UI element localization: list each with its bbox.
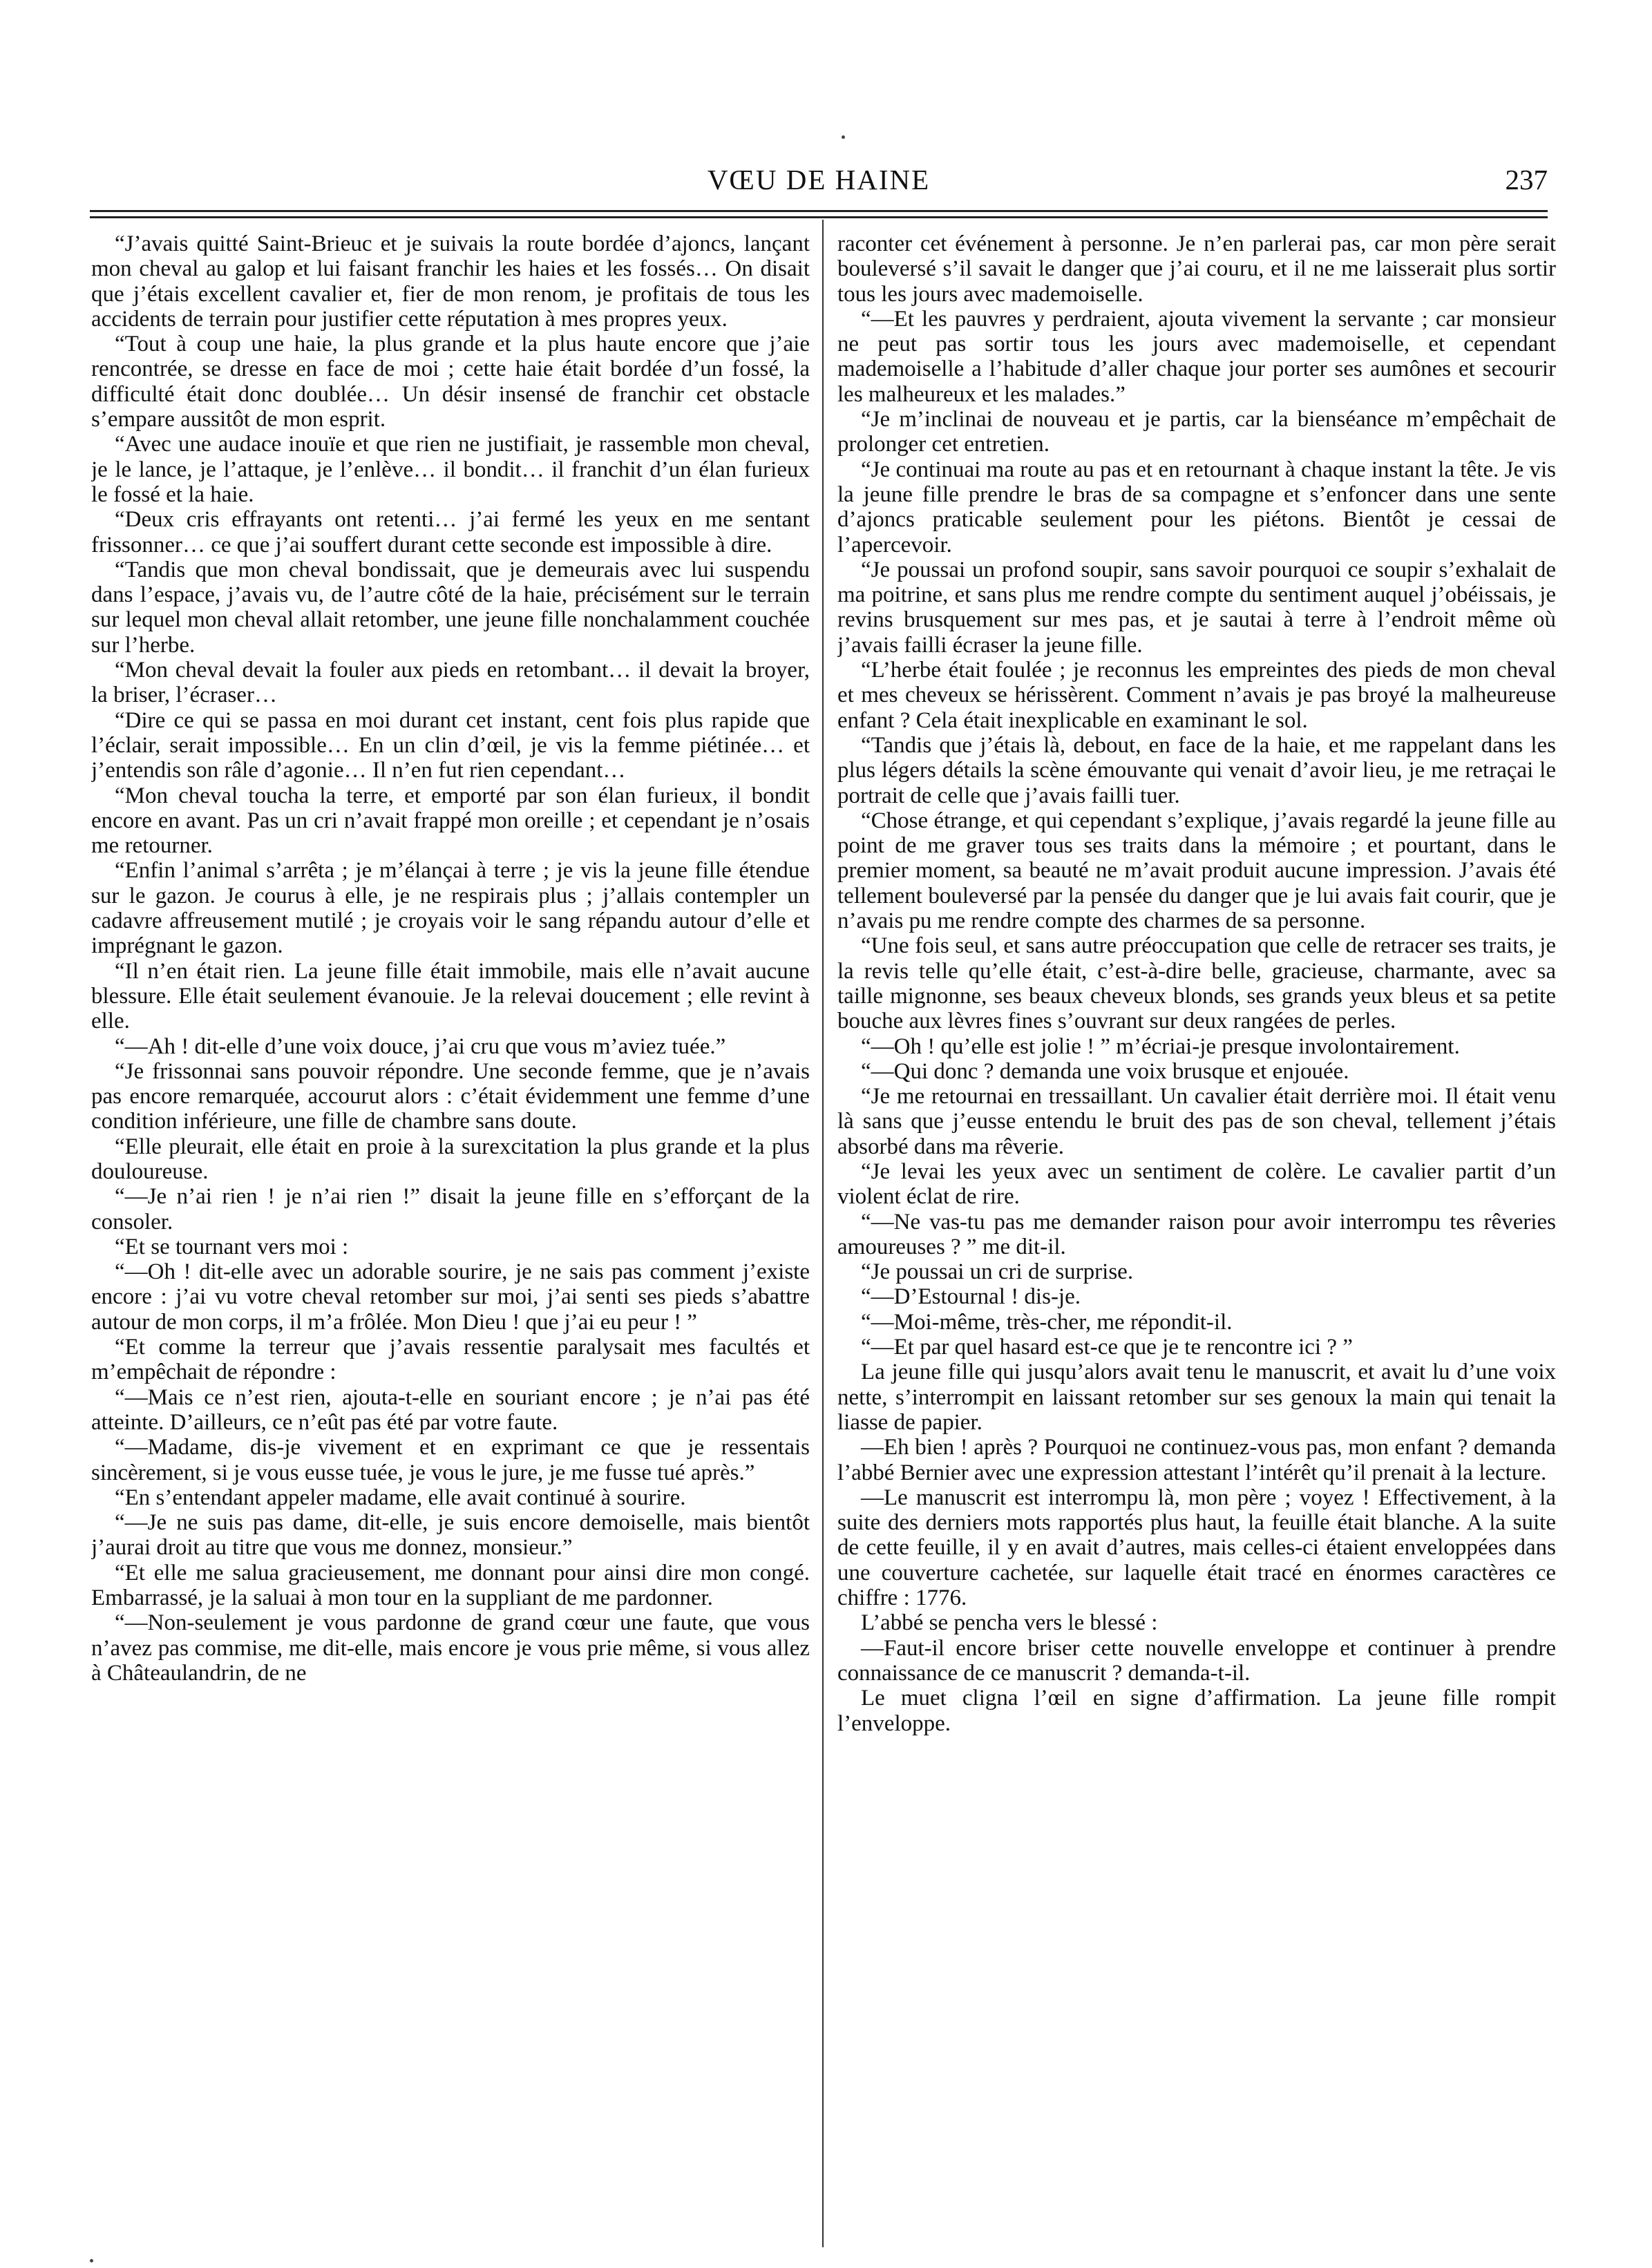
paragraph: “—Ne vas-tu pas me demander raison pour avoir interrompu tes rêveries amoureuses ? ” me dit-il. [837,1209,1556,1259]
paragraph: “Je levai les yeux avec un sentiment de colère. Le cavalier partit d’un violent éclat de rire. [837,1159,1556,1210]
paragraph: “Dire ce qui se passa en moi durant cet instant, cent fois plus rapide que l’éclair, serait impossible… En un clin d’œil, je vis la femme piétinée… et j’entendis son râle d’agonie… Il n’en fut rien cependant… [91,707,810,783]
paragraph: “L’herbe était foulée ; je reconnus les empreintes des pieds de mon cheval et mes cheveux se hérissèrent. Comment n’avais je pas broyé la malheureuse enfant ? Cela était inexplicable en examinant le sol. [837,658,1556,733]
paragraph: “Je m’inclinai de nouveau et je partis, car la bienséance m’empêchait de prolonger cet entretien. [837,407,1556,457]
paragraph: “—Et les pauvres y perdraient, ajouta vivement la servante ; car monsieur ne peut pas sortir tous les jours avec mademoiselle, et cependant mademoiselle a l’habitude d’aller chaque jour porter ses aumônes et secourir les malheureux et les malades.” [837,306,1556,407]
paragraph: “—Oh ! dit-elle avec un adorable sourire, je ne sais pas comment j’existe encore : j’ai vu votre cheval retomber sur moi, j’ai senti ses pieds s’abattre autour de mon corps, il m’a frôlée. Mon Dieu ! que j’ai eu peur ! ” [91,1259,810,1335]
paragraph: —Le manuscrit est interrompu là, mon père ; voyez ! Effectivement, à la suite des derniers mots rapportés plus haut, la feuille était blanche. A la suite de cette feuille, il y en avait d’autres, mais celles-ci étaient enveloppées dans une couverture cachetée, sur laquelle était tracé en énormes caractères ce chiffre : 1776. [837,1485,1556,1611]
paragraph: “Chose étrange, et qui cependant s’explique, j’avais regardé la jeune fille au point de me graver tous ses traits dans la mémoire ; et pourtant, dans le premier moment, sa beauté ne m’avait produit aucune impression. J’avais été tellement bouleversé par la pensée du danger que je lui avais fait courir, que je n’avais pu me rendre compte des charmes de sa personne. [837,808,1556,934]
ink-speck [842,135,845,139]
paragraph: “Tandis que j’étais là, debout, en face de la haie, et me rappelant dans les plus légers détails la scène émouvante qui venait d’avoir lieu, je me retraçai le portrait de celle que j’avais failli tuer. [837,732,1556,808]
paragraph: “Et comme la terreur que j’avais ressentie paralysait mes facultés et m’empêchait de répondre : [91,1335,810,1385]
paragraph: “Mon cheval devait la fouler aux pieds en retombant… il devait la broyer, la briser, l’écraser… [91,658,810,708]
paragraph: —Eh bien ! après ? Pourquoi ne continuez-vous pas, mon enfant ? demanda l’abbé Bernier avec une expression attestant l’intérêt qu’il prenait à la lecture. [837,1435,1556,1485]
paragraph: “J’avais quitté Saint-Brieuc et je suivais la route bordée d’ajoncs, lançant mon cheval au galop et lui faisant franchir les haies et les fossés… On disait que j’étais excellent cavalier et, fier de mon renom, je profitais de tous les accidents de terrain pour justifier cette réputation à mes propres yeux. [91,231,810,332]
paragraph: “Je frissonnai sans pouvoir répondre. Une seconde femme, que je n’avais pas encore remarquée, accourut alors : c’était évidemment une femme d’une condition inférieure, une fille de chambre sans doute. [91,1058,810,1134]
paragraph: “Enfin l’animal s’arrêta ; je m’élançai à terre ; je vis la jeune fille étendue sur le gazon. Je courus à elle, je ne respirais plus ; j’allais contempler un cadavre affreusement mutilé ; je croyais voir le sang répandu autour d’elle et imprégnant le gazon. [91,858,810,959]
paragraph: “—Qui donc ? demanda une voix brusque et enjouée. [861,1058,1349,1084]
right-column [837,231,1556,2249]
paragraph: “En s’entendant appeler madame, elle avait continué à sourire. [115,1485,686,1510]
running-title: VŒU DE HAINE [707,164,931,196]
header-rule-top [90,210,1548,212]
left-column [91,231,810,2249]
paragraph: “Je continuai ma route au pas et en retournant à chaque instant la tête. Je vis la jeune fille prendre le bras de sa compagne et s’enfoncer dans une sente d’ajoncs praticable seulement pour les piétons. Bientôt je cessai de l’apercevoir. [837,457,1556,558]
paragraph: “—Moi-même, très-cher, me répondit-il. [861,1309,1233,1335]
paragraph: “Je poussai un cri de surprise. [861,1259,1134,1285]
paragraph: La jeune fille qui jusqu’alors avait tenu le manuscrit, et avait lu d’une voix nette, s’interrompit en laissant retomber sur ses genoux la main qui tenait la liasse de papier. [837,1360,1556,1435]
paragraph: “Mon cheval toucha la terre, et emporté par son élan furieux, il bondit encore en avant. Pas un cri n’avait frappé mon oreille ; et cependant je n’osais me retourner. [91,783,810,859]
paragraph: “Tout à coup une haie, la plus grande et la plus haute encore que j’aie rencontrée, se dresse en face de moi ; cette haie était bordée d’un fossé, la difficulté était donc doublée… Un désir insensé de franchir cet obstacle s’empare aussitôt de mon esprit. [91,332,810,432]
paragraph: “Avec une audace inouïe et que rien ne justifiait, je rassemble mon cheval, je le lance, je l’attaque, je l’enlève… il bondit… il franchit d’un élan furieux le fossé et la haie. [91,432,810,507]
paragraph: “Je me retournai en tressaillant. Un cavalier était derrière moi. Il était venu là sans que j’eusse entendu le bruit des pas de son cheval, tellement j’étais absorbé dans ma rêverie. [837,1084,1556,1159]
paragraph: “—Mais ce n’est rien, ajouta-t-elle en souriant encore ; je n’ai pas été atteinte. D’ailleurs, ce n’eût pas été par votre faute. [91,1384,810,1435]
column-divider [822,220,824,2247]
header-rule-bottom [90,216,1548,218]
ink-speck [90,2259,93,2262]
paragraph: “—Je ne suis pas dame, dit-elle, je suis encore demoiselle, mais bientôt j’aurai droit au titre que vous me donnez, monsieur.” [91,1510,810,1561]
paragraph: “—Oh ! qu’elle est jolie ! ” m’écriai-je presque involontairement. [861,1033,1460,1059]
paragraph: L’abbé se pencha vers le blessé : [861,1610,1158,1636]
paragraph: “Il n’en était rien. La jeune fille était immobile, mais elle n’avait aucune blessure. Elle était seulement évanouie. Je la relevai doucement ; elle revint à elle. [91,958,810,1034]
paragraph: “—Non-seulement je vous pardonne de grand cœur une faute, que vous n’avez pas commise, me dit-elle, mais encore je vous prie même, si vous allez à Châteaulandrin, de ne [91,1610,810,1686]
paragraph: “Et elle me salua gracieusement, me donnant pour ainsi dire mon congé. Embarrassé, je la saluai à mon tour en la suppliant de me pardonner. [91,1560,810,1611]
paragraph: “Elle pleurait, elle était en proie à la surexcitation la plus grande et la plus douloureuse. [91,1134,810,1184]
paragraph: “Je poussai un profond soupir, sans savoir pourquoi ce soupir s’exhalait de ma poitrine, et sans plus me rendre compte du sentiment auquel j’obéissais, je revins brusquement sur mes pas, et je sautai à terre à l’endroit même où j’avais failli écraser la jeune fille. [837,557,1556,658]
paragraph: “—Et par quel hasard est-ce que je te rencontre ici ? ” [861,1335,1353,1360]
page-number: 237 [1505,164,1548,196]
paragraph: “Et se tournant vers moi : [115,1234,349,1259]
paragraph: “—Madame, dis-je vivement et en exprimant ce que je ressentais sincèrement, si je vous eusse tuée, je vous le jure, je me fusse tué après.” [91,1435,810,1485]
page-header [90,163,1548,198]
paragraph: “—Je n’ai rien ! je n’ai rien !” disait la jeune fille en s’efforçant de la consoler. [91,1184,810,1235]
paragraph: “Tandis que mon cheval bondissait, que je demeurais avec lui suspendu dans l’espace, j’avais vu, de l’autre côté de la haie, précisément sur le terrain sur lequel mon cheval allait retomber, une jeune fille nonchalamment couchée sur l’herbe. [91,557,810,658]
paragraph: raconter cet événement à personne. Je n’en parlerai pas, car mon père serait bouleversé s’il savait le danger que j’ai couru, et il ne me laisserait plus sortir tous les jours avec mademoiselle. [837,231,1556,307]
paragraph: “—Ah ! dit-elle d’une voix douce, j’ai cru que vous m’aviez tuée.” [115,1033,726,1059]
paragraph: —Faut-il encore briser cette nouvelle enveloppe et continuer à prendre connaissance de ce manuscrit ? demanda-t-il. [837,1635,1556,1686]
paragraph: “Deux cris effrayants ont retenti… j’ai fermé les yeux en me sentant frissonner… ce que j’ai souffert durant cette seconde est impossible à dire. [91,507,810,558]
paragraph: Le muet cligna l’œil en signe d’affirmation. La jeune fille rompit l’enveloppe. [837,1686,1556,1736]
paragraph: “—D’Estournal ! dis-je. [861,1284,1081,1310]
paragraph: “Une fois seul, et sans autre préoccupation que celle de retracer ses traits, je la revis telle qu’elle était, c’est-à-dire belle, gracieuse, charmante, avec sa taille mignonne, ses beaux cheveux blonds, ses grands yeux bleus et sa petite bouche aux lèvres fines s’ouvrant sur deux rangées de perles. [837,933,1556,1034]
